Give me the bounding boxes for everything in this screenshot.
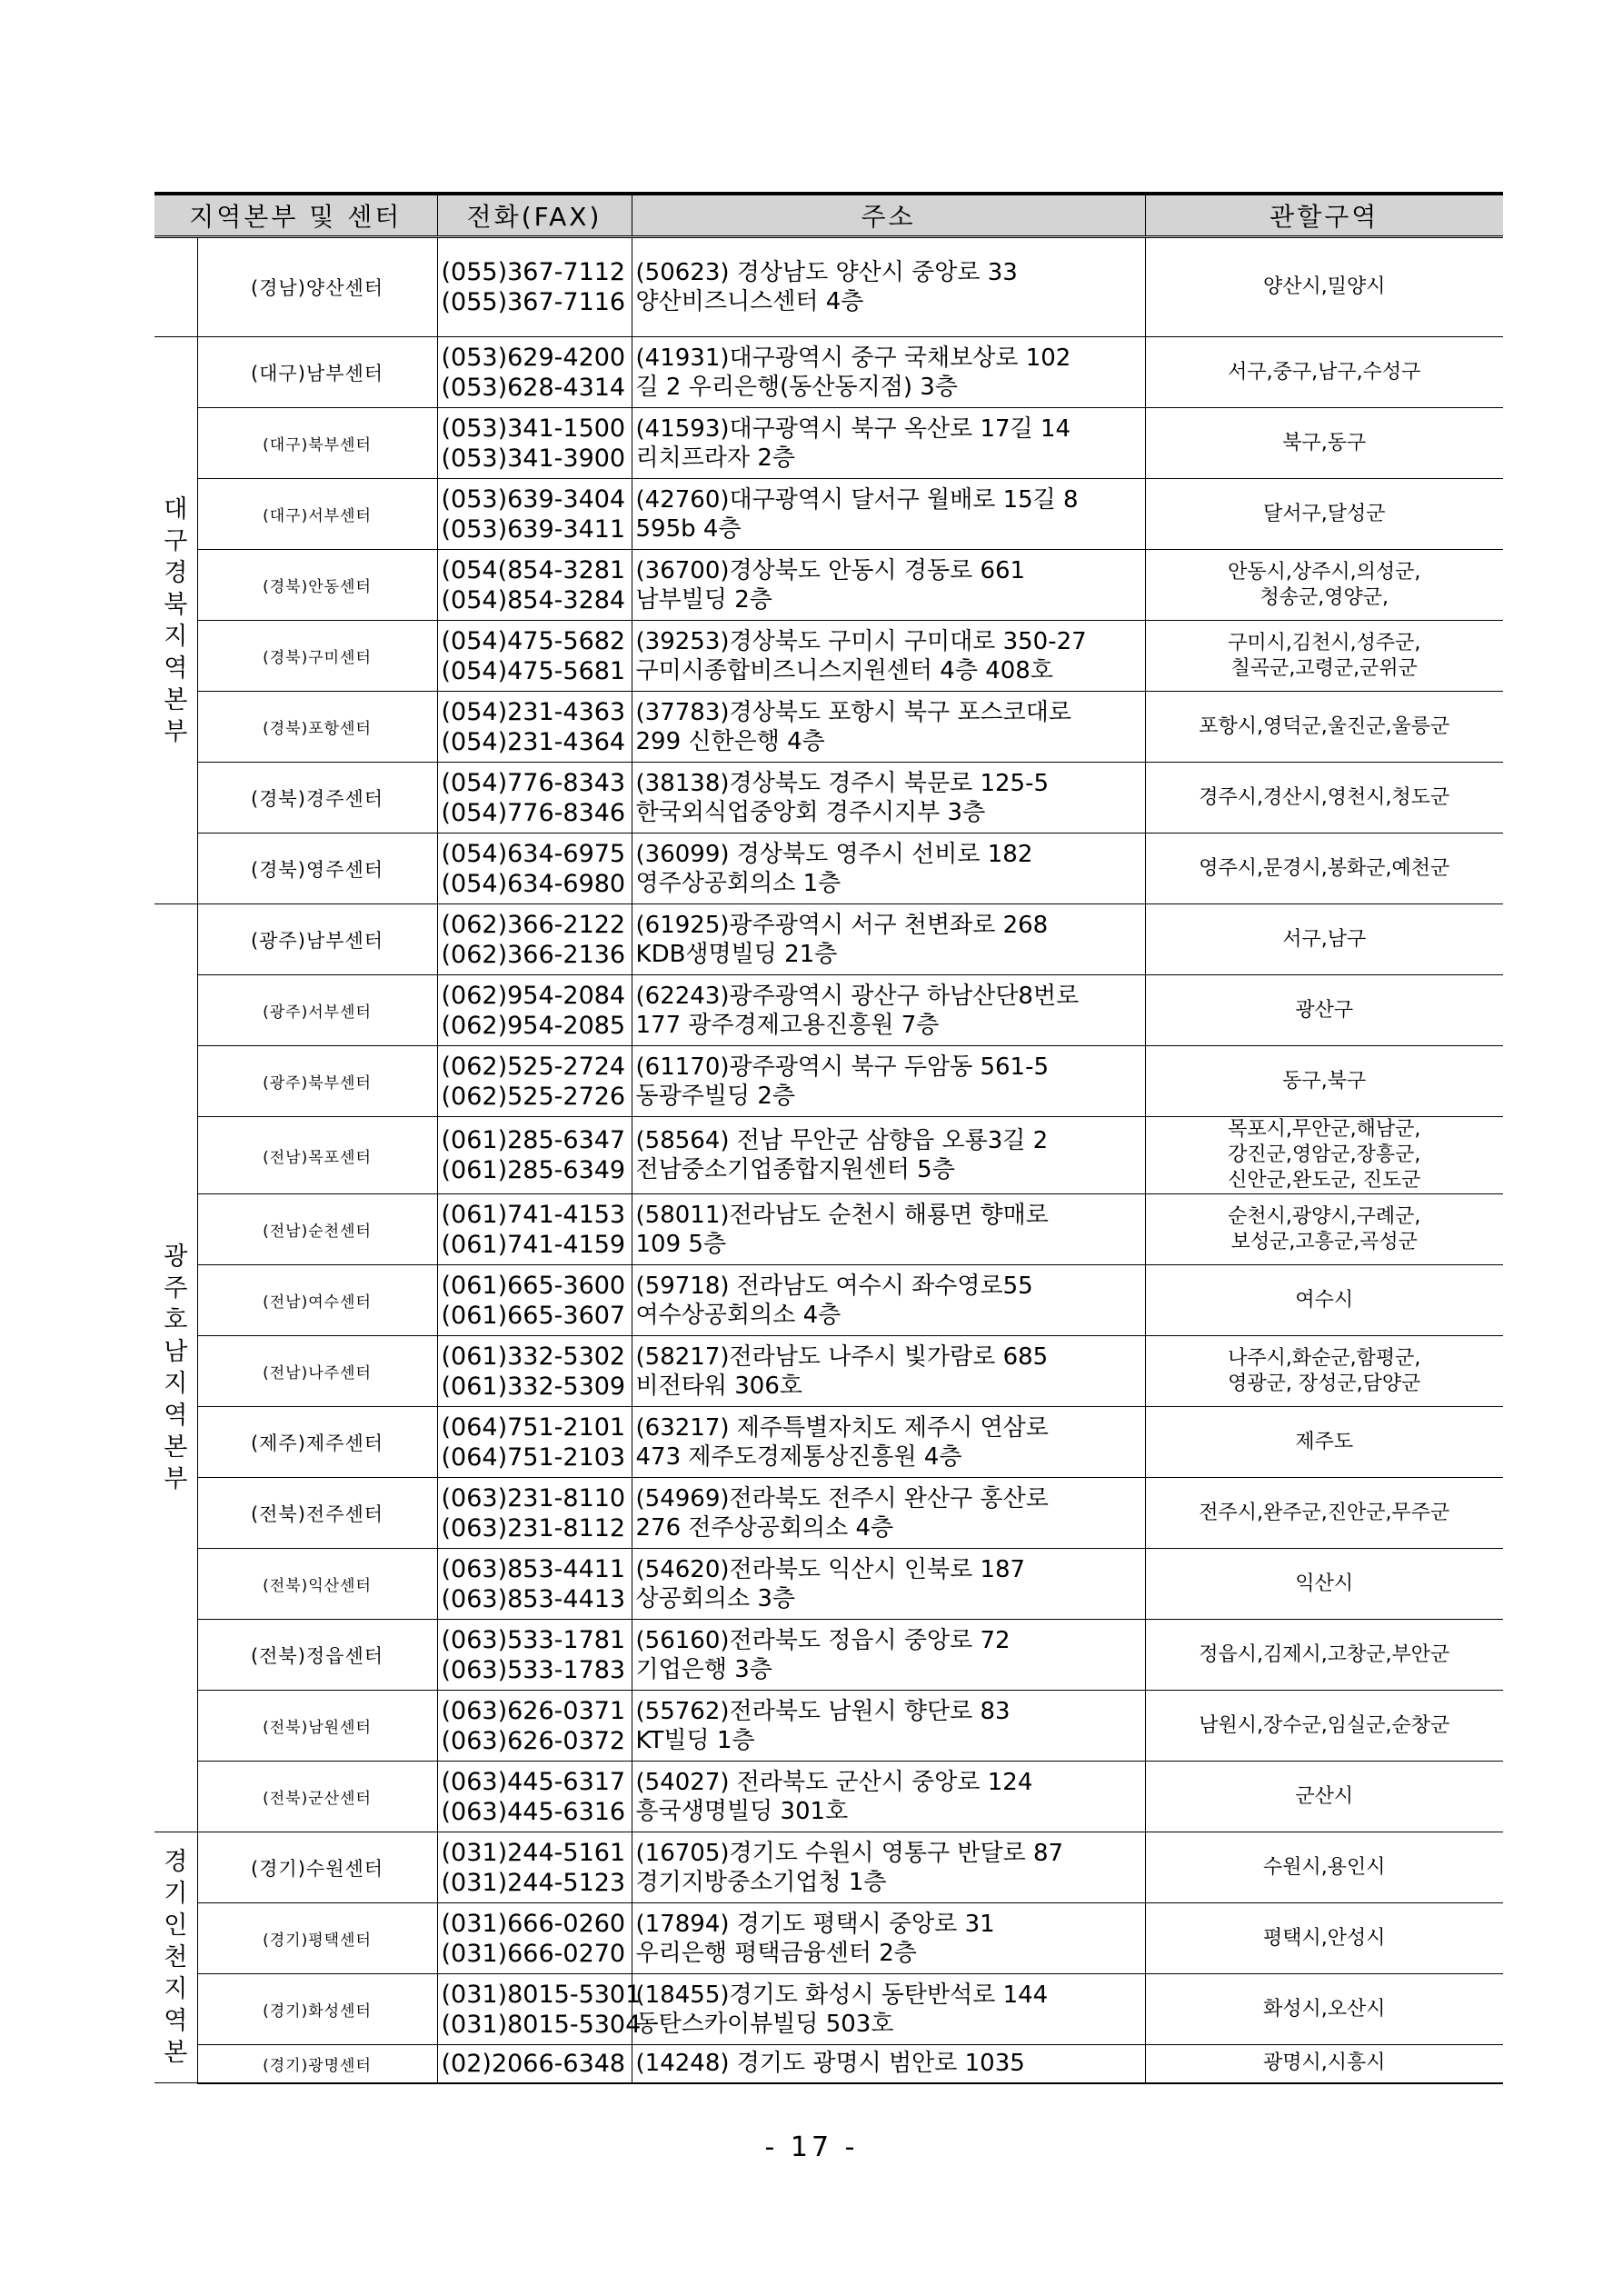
phone-fax [437, 1117, 632, 1194]
phone-fax-line: (062)525-2726 [441, 1082, 626, 1111]
jurisdiction-area [1145, 1691, 1503, 1762]
phone-fax-line: (062)366-2122 [441, 910, 626, 939]
jurisdiction-area [1145, 1549, 1503, 1620]
phone-fax-line: (063)626-0371 [441, 1696, 626, 1725]
jurisdiction-area-line: 영주시,문경시,봉화군,예천군 [1199, 856, 1450, 880]
address-line: (16705)경기도 수원시 영통구 반달로 87 [635, 1839, 1064, 1867]
phone-fax-line: (031)8015-5304 [441, 2010, 642, 2039]
center-name: (광주)남부센터 [197, 904, 437, 975]
jurisdiction-area-line: 달서구,달성군 [1263, 502, 1386, 525]
center-name: (경북)안동센터 [197, 550, 437, 621]
table-header-row [154, 194, 1503, 237]
address [632, 1194, 1145, 1265]
center-name: (대구)남부센터 [197, 337, 437, 408]
address-line: 473 제주도경제통상진흥원 4층 [635, 1442, 962, 1471]
center-name: (전남)여수센터 [197, 1265, 437, 1336]
phone-fax-line: (053)629-4200 [441, 343, 626, 372]
center-name: (경남)양산센터 [197, 237, 437, 337]
region-label-vertical: 경 기 인 천 지 역 본 [164, 1848, 188, 2067]
phone-fax [437, 763, 632, 834]
phone-fax [437, 1832, 632, 1903]
address-line: 리치프라자 2층 [635, 444, 796, 472]
address [632, 479, 1145, 550]
jurisdiction-area-line: 제주도 [1295, 1430, 1354, 1453]
address [632, 1407, 1145, 1478]
table-row [154, 408, 1503, 479]
jurisdiction-area [1145, 1265, 1503, 1336]
region-label-vertical: 대 구 경 북 지 역 본 부 [164, 494, 188, 746]
address [632, 692, 1145, 763]
address-line: (54620)전라북도 익산시 인북로 187 [635, 1555, 1026, 1583]
phone-fax-line: (053)341-1500 [441, 414, 626, 443]
region-cell [154, 237, 197, 337]
phone-fax-line: (054)231-4363 [441, 697, 626, 726]
phone-fax-line: (054(854-3281 [441, 555, 626, 584]
address-line: 양산비즈니스센터 4층 [635, 288, 864, 315]
address-line: (61925)광주광역시 서구 천변좌로 268 [635, 911, 1049, 939]
center-name: (경북)영주센터 [197, 834, 437, 904]
address-line: 276 전주상공회의소 4층 [635, 1513, 894, 1542]
address-line: 비전타워 306호 [635, 1372, 802, 1400]
jurisdiction-area-line: 동구,북구 [1282, 1069, 1367, 1093]
jurisdiction-area-line: 북구,동구 [1282, 431, 1367, 454]
phone-fax-line: (063)231-8112 [441, 1513, 626, 1542]
center-name: (경기)광명센터 [197, 2045, 437, 2083]
phone-fax-line: (062)954-2085 [441, 1011, 626, 1040]
center-name: (전북)군산센터 [197, 1762, 437, 1832]
center-name: (대구)북부센터 [197, 408, 437, 479]
center-name: (전남)순천센터 [197, 1194, 437, 1265]
phone-fax-line: (061)332-5309 [441, 1372, 626, 1401]
center-name: (경북)경주센터 [197, 763, 437, 834]
address-line: (54027) 전라북도 군산시 중앙로 124 [635, 1768, 1033, 1796]
address-line: 109 5층 [635, 1230, 727, 1258]
phone-fax [437, 621, 632, 692]
table-row [154, 1620, 1503, 1691]
address-line: 길 2 우리은행(동산동지점) 3층 [635, 373, 958, 401]
jurisdiction-area [1145, 1046, 1503, 1117]
phone-fax-line: (061)741-4159 [441, 1230, 626, 1259]
address [632, 834, 1145, 904]
jurisdiction-area-line: 경주시,경산시,영천시,청도군 [1199, 785, 1450, 809]
phone-fax [437, 1762, 632, 1832]
phone-fax [437, 550, 632, 621]
phone-fax-line: (02)2066-6348 [441, 2049, 626, 2078]
phone-fax [437, 1194, 632, 1265]
phone-fax [437, 237, 632, 337]
region-cell [154, 337, 197, 904]
address [632, 408, 1145, 479]
jurisdiction-area [1145, 975, 1503, 1046]
phone-fax-line: (061)665-3600 [441, 1271, 626, 1300]
jurisdiction-area-line: 군산시 [1295, 1784, 1354, 1808]
jurisdiction-area-line: 남원시,장수군,임실군,순창군 [1199, 1713, 1450, 1737]
address [632, 1832, 1145, 1903]
phone-fax-line: (054)776-8343 [441, 768, 626, 797]
phone-fax [437, 692, 632, 763]
phone-fax [437, 479, 632, 550]
address-line: 기업은행 3층 [635, 1655, 772, 1683]
address-line: (56160)전라북도 정읍시 중앙로 72 [635, 1626, 1011, 1654]
address-line: 299 신한은행 4층 [635, 727, 825, 755]
address-line: (63217) 제주특별자치도 제주시 연삼로 [635, 1413, 1049, 1442]
address [632, 1762, 1145, 1832]
phone-fax [437, 834, 632, 904]
address-line: 우리은행 평택금융센터 2층 [635, 1939, 917, 1967]
table-row [154, 550, 1503, 621]
region-cell [154, 1832, 197, 2083]
address-line: 구미시종합비즈니스지원센터 4층 408호 [635, 656, 1053, 684]
address [632, 1478, 1145, 1549]
address-line: 177 광주경제고용진흥원 7층 [635, 1011, 940, 1039]
jurisdiction-area-line: 정읍시,김제시,고창군,부안군 [1199, 1642, 1450, 1666]
page-number: - 17 - [764, 2131, 859, 2163]
address-line: 남부빌딩 2층 [635, 585, 772, 614]
address-line: 595b 4층 [635, 514, 742, 543]
address [632, 2045, 1145, 2083]
phone-fax [437, 1549, 632, 1620]
phone-fax [437, 1974, 642, 2045]
address [632, 1620, 1145, 1691]
jurisdiction-area-line: 순천시,광양시,구례군, [1228, 1204, 1421, 1228]
address [632, 1903, 1145, 1974]
phone-fax-line: (064)751-2103 [441, 1442, 626, 1472]
table-row [154, 1974, 1503, 2045]
jurisdiction-area-line: 구미시,김천시,성주군, [1228, 631, 1421, 654]
phone-fax-line: (061)285-6349 [441, 1156, 626, 1184]
center-name: (경기)화성센터 [197, 1974, 437, 2045]
address-line: 경기지방중소기업청 1층 [635, 1868, 887, 1896]
phone-fax-line: (053)639-3404 [441, 484, 626, 514]
table-row [154, 1549, 1503, 1620]
table-body [154, 237, 1503, 2083]
address-line: (62243)광주광역시 광산구 하남산단8번로 [635, 982, 1080, 1010]
address [632, 237, 1145, 337]
address [632, 337, 1145, 408]
table-row [154, 337, 1503, 408]
phone-fax-line: (054)475-5681 [441, 656, 626, 685]
table-row [154, 1046, 1503, 1117]
phone-fax-line: (031)8015-5301 [441, 1980, 642, 2009]
jurisdiction-area [1145, 1762, 1503, 1832]
center-name: (대구)서부센터 [197, 479, 437, 550]
address-line: (36099) 경상북도 영주시 선비로 182 [635, 840, 1033, 868]
table-row [154, 1336, 1503, 1407]
phone-fax-line: (031)666-0260 [441, 1909, 626, 1938]
table-row [154, 692, 1503, 763]
jurisdiction-area [1145, 1117, 1503, 1194]
phone-fax [437, 408, 632, 479]
jurisdiction-area [1145, 1336, 1503, 1407]
address-line: (55762)전라북도 남원시 향단로 83 [635, 1697, 1011, 1725]
header-area: 관할구역 [1145, 194, 1503, 237]
jurisdiction-area [1145, 834, 1503, 904]
jurisdiction-area-line: 전주시,완주군,진안군,무주군 [1199, 1501, 1450, 1524]
jurisdiction-area [1145, 763, 1503, 834]
jurisdiction-area [1145, 337, 1503, 408]
center-directory-table [154, 192, 1503, 2084]
address-line: (54969)전라북도 전주시 완산구 홍산로 [635, 1484, 1049, 1512]
phone-fax-line: (062)366-2136 [441, 940, 626, 969]
phone-fax [437, 1265, 632, 1336]
address [632, 621, 1145, 692]
address [632, 1336, 1145, 1407]
jurisdiction-area-line: 화성시,오산시 [1263, 1997, 1386, 2021]
phone-fax [437, 1407, 632, 1478]
jurisdiction-area-line: 보성군,고흥군,곡성군 [1230, 1230, 1418, 1253]
address-line: 흥국생명빌딩 301호 [635, 1797, 849, 1825]
jurisdiction-area-line: 목포시,무안군,해남군, [1228, 1118, 1421, 1141]
jurisdiction-area-line: 청송군,영양군, [1260, 585, 1389, 609]
address-line: (37783)경상북도 포항시 북구 포스코대로 [635, 698, 1071, 726]
phone-fax-line: (061)285-6347 [441, 1126, 626, 1154]
table-row [154, 1691, 1503, 1762]
jurisdiction-area-line: 여수시 [1295, 1288, 1354, 1312]
address-line: (39253)경상북도 구미시 구미대로 350-27 [635, 627, 1087, 655]
center-name: (전남)목포센터 [197, 1117, 437, 1194]
center-name: (전북)남원센터 [197, 1691, 437, 1762]
address-line: 영주상공회의소 1층 [635, 869, 841, 897]
table-row [154, 763, 1503, 834]
jurisdiction-area [1145, 692, 1503, 763]
phone-fax [437, 1046, 632, 1117]
phone-fax [437, 1478, 632, 1549]
table-row [154, 1117, 1503, 1194]
jurisdiction-area-line: 서구,남구 [1282, 927, 1367, 951]
address-line: 상공회의소 3층 [635, 1584, 796, 1612]
address-line: (41931)대구광역시 중구 국채보상로 102 [635, 344, 1071, 372]
jurisdiction-area [1145, 1832, 1503, 1903]
jurisdiction-area [1145, 1407, 1503, 1478]
phone-fax [437, 1691, 632, 1762]
phone-fax-line: (053)639-3411 [441, 514, 626, 544]
center-name: (전남)나주센터 [197, 1336, 437, 1407]
header-phone: 전화(FAX) [437, 194, 632, 237]
address-line: (14248) 경기도 광명시 범안로 1035 [635, 2050, 1025, 2078]
address [632, 1691, 1145, 1762]
jurisdiction-area-line: 수원시,용인시 [1263, 1855, 1386, 1879]
table-row [154, 1478, 1503, 1549]
address [632, 975, 1145, 1046]
jurisdiction-area-line: 양산시,밀양시 [1263, 275, 1386, 298]
jurisdiction-area [1145, 1903, 1503, 1974]
center-name: (전북)정읍센터 [197, 1620, 437, 1691]
jurisdiction-area-line: 서구,중구,남구,수성구 [1228, 360, 1421, 384]
phone-fax-line: (054)475-5682 [441, 626, 626, 655]
center-name: (제주)제주센터 [197, 1407, 437, 1478]
phone-fax-line: (062)525-2724 [441, 1052, 626, 1081]
address-line: (58564) 전남 무안군 삼향읍 오룡3길 2 [635, 1127, 1049, 1154]
address-line: KT빌딩 1층 [635, 1726, 755, 1754]
table-row [154, 1903, 1503, 1974]
phone-fax [437, 1903, 632, 1974]
phone-fax-line: (063)533-1781 [441, 1625, 626, 1654]
jurisdiction-area [1145, 1194, 1503, 1265]
phone-fax-line: (053)628-4314 [441, 373, 626, 402]
header-center: 지역본부 및 센터 [154, 194, 437, 237]
phone-fax [437, 337, 632, 408]
phone-fax-line: (061)741-4153 [441, 1200, 626, 1229]
address-line: (59718) 전라남도 여수시 좌수영로55 [635, 1272, 1033, 1300]
table-row [154, 1265, 1503, 1336]
address-line: (41593)대구광역시 북구 옥산로 17길 14 [635, 414, 1071, 443]
address [632, 1117, 1145, 1194]
jurisdiction-area-line: 신안군,완도군, 진도군 [1228, 1169, 1421, 1192]
jurisdiction-area-line: 광산구 [1295, 998, 1354, 1022]
address [632, 763, 1145, 834]
table-row [154, 975, 1503, 1046]
phone-fax-line: (053)341-3900 [441, 444, 626, 473]
address-line: (17894) 경기도 평택시 중앙로 31 [635, 1910, 995, 1938]
phone-fax-line: (063)533-1783 [441, 1655, 626, 1684]
address-line: 동광주빌딩 2층 [635, 1082, 796, 1110]
address-line: (58011)전라남도 순천시 해룡면 향매로 [635, 1201, 1049, 1229]
phone-fax [437, 975, 632, 1046]
address [632, 1549, 1145, 1620]
phone-fax-line: (055)367-7112 [441, 258, 626, 286]
phone-fax-line: (063)853-4411 [441, 1554, 626, 1583]
table-row [154, 237, 1503, 337]
table-row [154, 2045, 1503, 2083]
address-line: (61170)광주광역시 북구 두암동 561-5 [635, 1053, 1050, 1081]
phone-fax-line: (063)445-6317 [441, 1767, 626, 1796]
jurisdiction-area [1145, 2045, 1503, 2083]
jurisdiction-area [1145, 408, 1503, 479]
address-line: (42760)대구광역시 달서구 월배로 15길 8 [635, 485, 1079, 514]
address-line: (38138)경상북도 경주시 북문로 125-5 [635, 769, 1050, 797]
phone-fax-line: (054)634-6975 [441, 839, 626, 868]
phone-fax-line: (061)332-5302 [441, 1342, 626, 1371]
jurisdiction-area-line: 안동시,상주시,의성군, [1228, 560, 1421, 584]
phone-fax-line: (064)751-2101 [441, 1413, 626, 1442]
address [632, 1265, 1145, 1336]
address [632, 550, 1145, 621]
center-name: (경기)수원센터 [197, 1832, 437, 1903]
jurisdiction-area [1145, 904, 1503, 975]
jurisdiction-area [1145, 479, 1503, 550]
address-line: 동탄스카이뷰빌딩 503호 [635, 2010, 894, 2038]
address-line: (18455)경기도 화성시 동탄반석로 144 [635, 1981, 1049, 2009]
phone-fax-line: (062)954-2084 [441, 981, 626, 1010]
phone-fax-line: (054)231-4364 [441, 727, 626, 756]
jurisdiction-area-line: 영광군, 장성군,담양군 [1228, 1372, 1421, 1395]
center-name: (전북)전주센터 [197, 1478, 437, 1549]
center-name: (광주)북부센터 [197, 1046, 437, 1117]
address-line: (50623) 경상남도 양산시 중앙로 33 [635, 259, 1018, 286]
jurisdiction-area-line: 익산시 [1295, 1572, 1354, 1595]
phone-fax [437, 2045, 632, 2083]
region-label-vertical: 광 주 호 남 지 역 본 부 [164, 1243, 188, 1493]
phone-fax [437, 904, 632, 975]
jurisdiction-area-line: 평택시,안성시 [1263, 1926, 1386, 1950]
address-line: KDB생명빌딩 21층 [635, 940, 838, 968]
jurisdiction-area-line: 광명시,시흥시 [1263, 2051, 1386, 2075]
phone-fax-line: (063)445-6316 [441, 1797, 626, 1826]
phone-fax-line: (054)854-3284 [441, 585, 626, 614]
phone-fax-line: (063)853-4413 [441, 1584, 626, 1613]
phone-fax [437, 1620, 632, 1691]
jurisdiction-area [1145, 550, 1503, 621]
address-line: (36700)경상북도 안동시 경동로 661 [635, 556, 1026, 584]
jurisdiction-area-line: 포항시,영덕군,울진군,울릉군 [1199, 714, 1450, 738]
jurisdiction-area-line: 나주시,화순군,함평군, [1228, 1346, 1421, 1370]
header-address: 주소 [632, 194, 1145, 237]
center-name: (전북)익산센터 [197, 1549, 437, 1620]
address [632, 904, 1145, 975]
address-line: 전남중소기업종합지원센터 5층 [635, 1156, 955, 1183]
table-row [154, 1407, 1503, 1478]
phone-fax-line: (054)634-6980 [441, 869, 626, 898]
center-name: (광주)서부센터 [197, 975, 437, 1046]
address [632, 1974, 1145, 2045]
jurisdiction-area [1145, 1974, 1503, 2045]
phone-fax-line: (061)665-3607 [441, 1301, 626, 1330]
jurisdiction-area [1145, 1620, 1503, 1691]
phone-fax-line: (031)244-5161 [441, 1838, 626, 1867]
jurisdiction-area-line: 칠곡군,고령군,군위군 [1230, 656, 1418, 680]
table-row [154, 904, 1503, 975]
jurisdiction-area [1145, 621, 1503, 692]
table-row [154, 1194, 1503, 1265]
table-row [154, 479, 1503, 550]
phone-fax-line: (063)231-8110 [441, 1483, 626, 1512]
jurisdiction-area-line: 강진군,영암군,장흥군, [1228, 1143, 1421, 1166]
center-name: (경기)평택센터 [197, 1903, 437, 1974]
jurisdiction-area [1145, 237, 1503, 337]
address [632, 1046, 1145, 1117]
table-row [154, 1832, 1503, 1903]
center-name: (경북)포항센터 [197, 692, 437, 763]
phone-fax-line: (031)244-5123 [441, 1868, 626, 1897]
address-line: 여수상공회의소 4층 [635, 1301, 841, 1329]
table-row [154, 621, 1503, 692]
table-row [154, 834, 1503, 904]
jurisdiction-area [1145, 1478, 1503, 1549]
phone-fax-line: (031)666-0270 [441, 1939, 626, 1968]
phone-fax-line: (054)776-8346 [441, 798, 626, 827]
phone-fax [437, 1336, 632, 1407]
address-line: 한국외식업중앙회 경주시지부 3층 [635, 798, 986, 826]
region-cell [154, 904, 197, 1832]
phone-fax-line: (055)367-7116 [441, 288, 626, 316]
center-name: (경북)구미센터 [197, 621, 437, 692]
phone-fax-line: (063)626-0372 [441, 1726, 626, 1755]
address-line: (58217)전라남도 나주시 빛가람로 685 [635, 1343, 1049, 1371]
table-row [154, 1762, 1503, 1832]
